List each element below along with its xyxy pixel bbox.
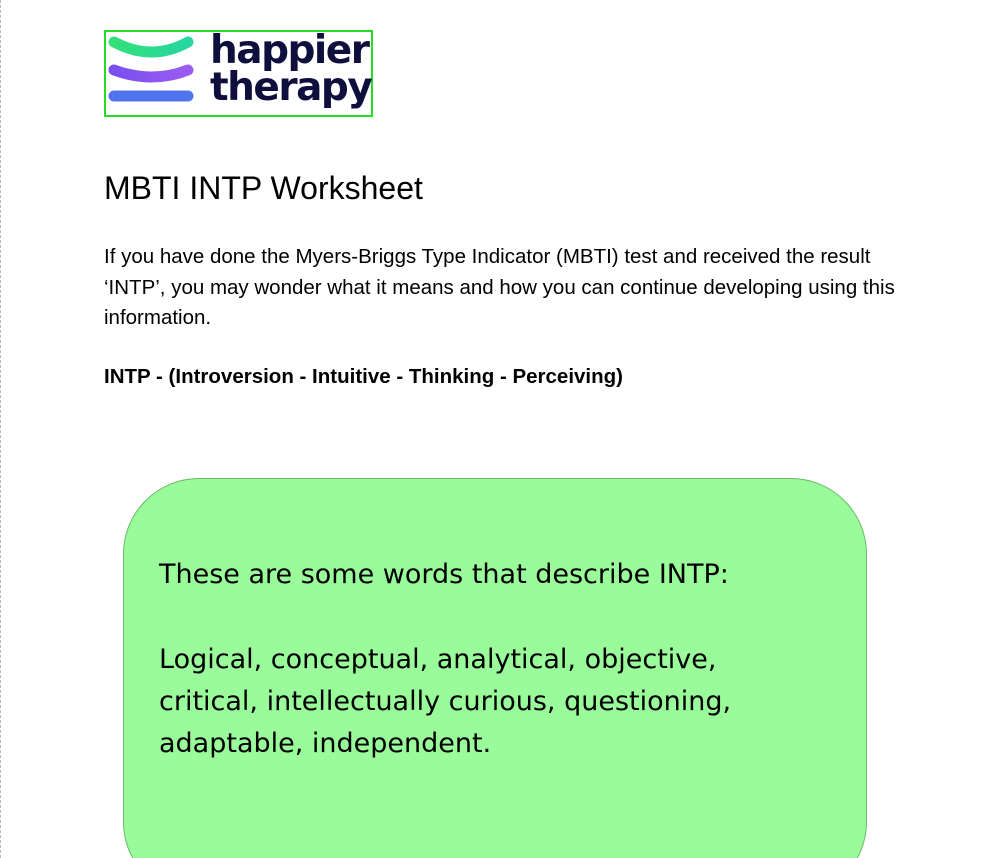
page-title: MBTI INTP Worksheet <box>104 170 423 206</box>
intp-words-card <box>123 478 867 858</box>
page-left-border <box>0 0 1 858</box>
card-heading: These are some words that describe INTP: <box>159 559 729 590</box>
wave-stripes-icon <box>108 34 198 110</box>
logo-wordmark <box>210 28 372 110</box>
type-heading: INTP - (Introversion - Intuitive - Thinking - Perceiving) <box>104 365 623 388</box>
card-word-list: Logical, conceptual, analytical, objective, critical, intellectually curious, questioning, adaptable, independent. <box>159 644 732 759</box>
happier-therapy-logo <box>104 30 373 117</box>
intro-paragraph: If you have done the Myers-Briggs Type Indicator (MBTI) test and received the result ‘INTP’, you may wonder what it means and how you can continue developing using this information. <box>104 245 895 329</box>
logo-wordmark-line1: happier <box>210 28 369 73</box>
logo-wordmark-line2: therapy <box>210 65 372 110</box>
